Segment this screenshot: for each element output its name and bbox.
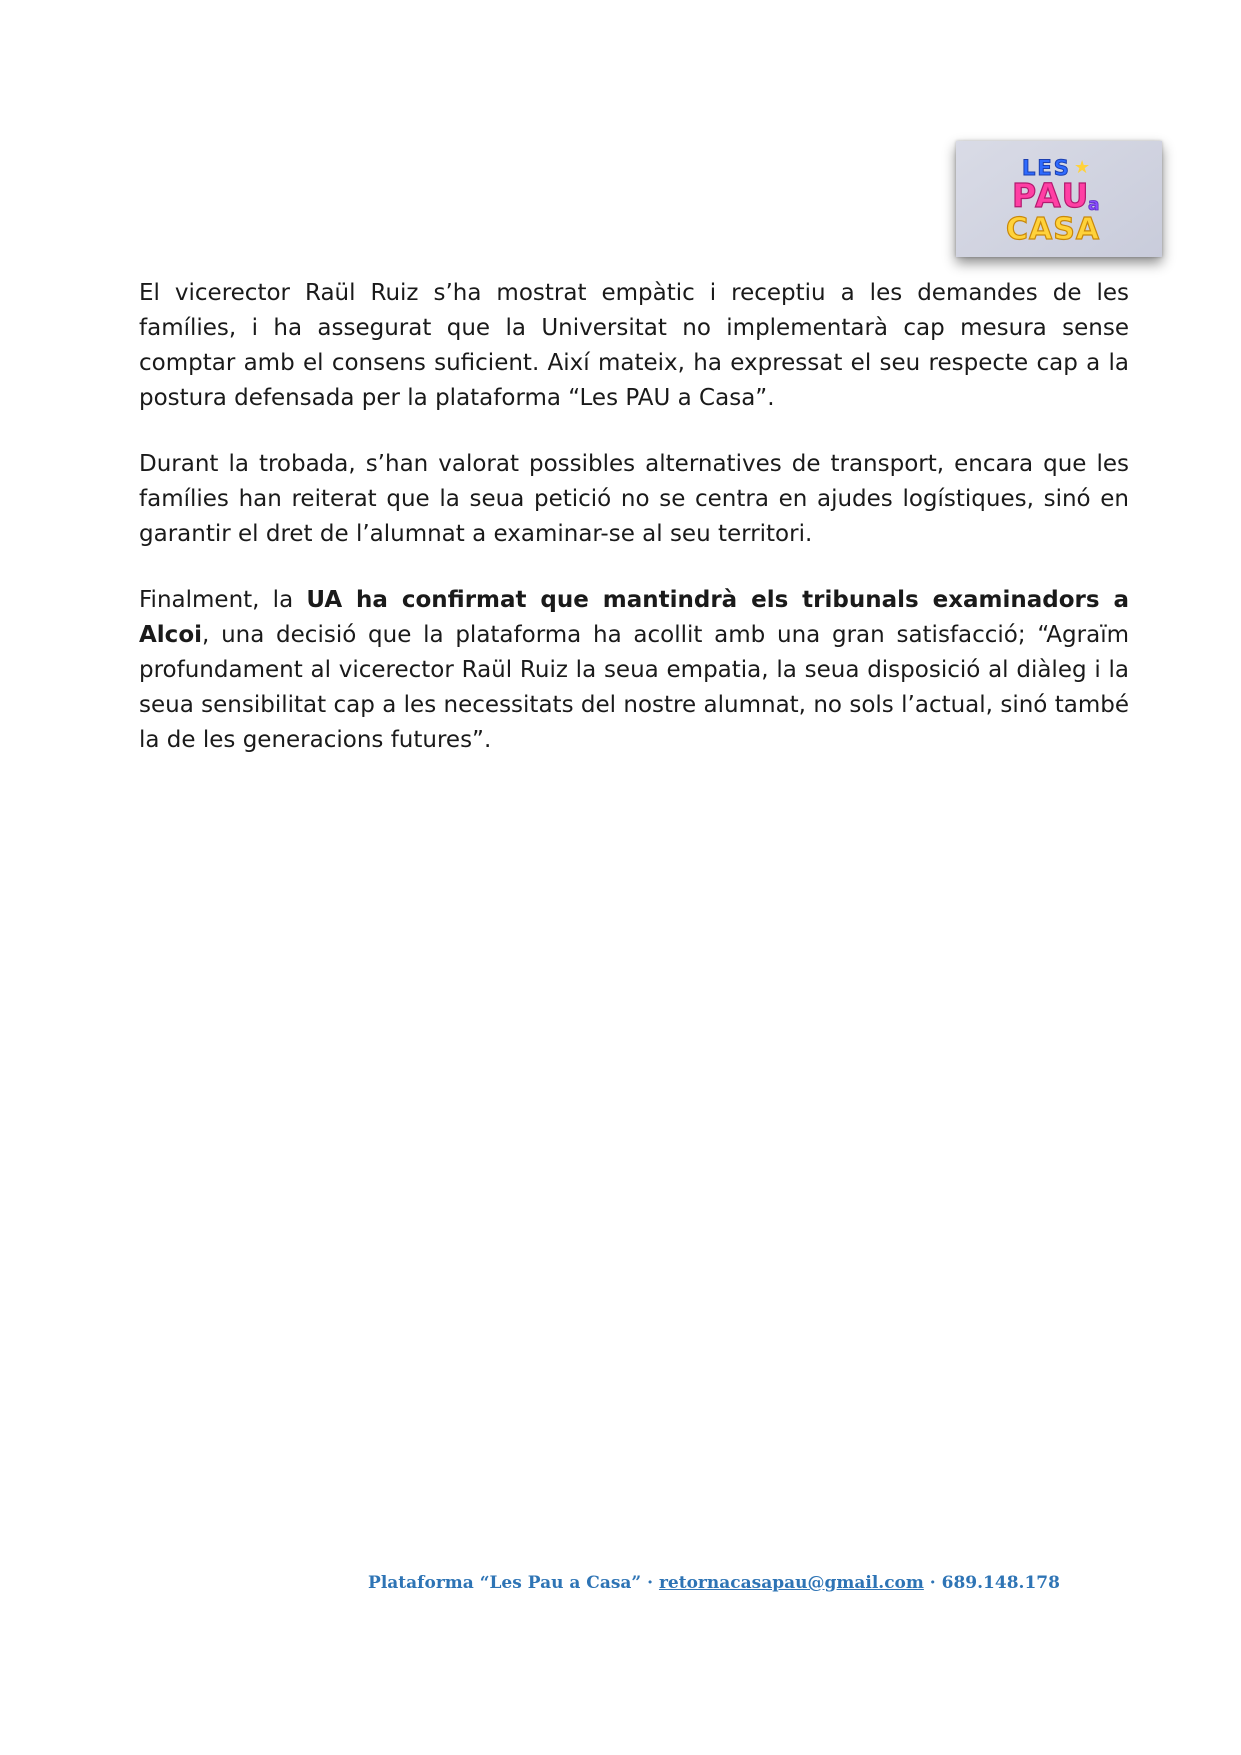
paragraph-3 [139,583,1129,758]
paragraph-1: El vicerector Raül Ruiz s’ha mostrat empàtic i receptiu a les demandes de les famílies, i ha assegurat que la Universitat no implementarà cap mesura sense comptar amb el consens suficient. Així mateix, ha expressat el seu respecte cap a la postura defensada per la plataforma “Les PAU a Casa”. [139,280,1129,411]
article-body [139,276,1129,789]
logo-text-pau: PAU [1012,176,1091,215]
logo-star-icon: ★ [1074,157,1091,178]
paragraph-3-bold: UA ha confirmat que mantindrà els tribunals examinadors a Alcoi [139,587,1130,648]
footer-email-link[interactable]: retornacasapau@gmail.com [658,1573,924,1593]
les-pau-a-casa-logo [956,141,1162,257]
paragraph-3-rest: , una decisió que la plataforma ha acollit amb una gran satisfacció; “Agraïm profundament al vicerector Raül Ruiz la seua empatia, la seua disposició al diàleg i la seua sensibilitat cap a les necessitats del nostre alumnat, no sols l’actual, sinó també la de les generacions futures”. [139,622,1129,753]
paragraph-2: Durant la trobada, s’han valorat possibles alternatives de transport, encara que les famílies han reiterat que la seua petició no se centra en ajudes logístiques, sinó en garantir el dret de l’alumnat a examinar-se al seu territori. [139,451,1129,547]
logo-graphic [956,141,1162,257]
page-footer [0,1573,1241,1593]
paragraph-3-intro: Finalment, la [139,587,307,613]
logo-text-casa: CASA [1006,212,1101,247]
logo-text-a: a [1088,195,1100,215]
footer-organization: Plataforma “Les Pau a Casa” · [368,1573,659,1593]
footer-phone: · 689.148.178 [923,1573,1060,1593]
logo-text-les: LES [1022,156,1071,180]
